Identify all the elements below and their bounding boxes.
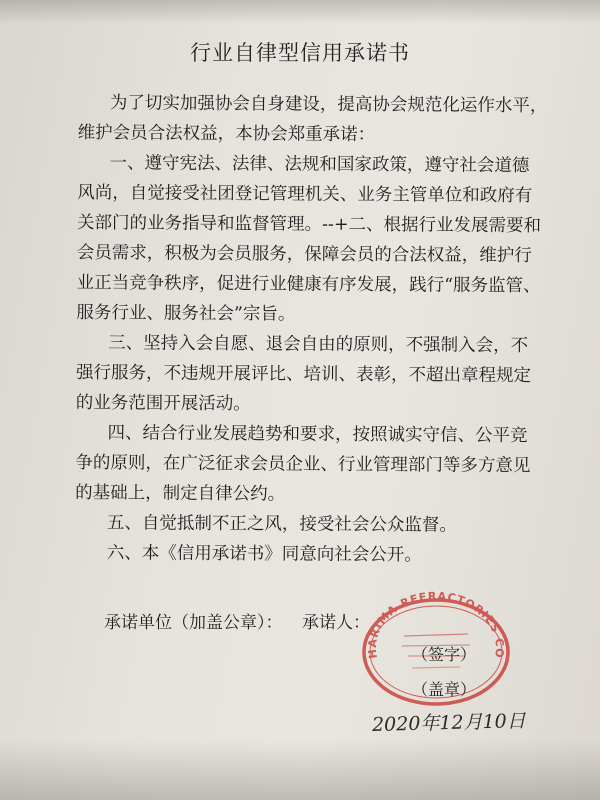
photo-shadow-bottom xyxy=(0,740,600,800)
body-line: 会员需求，积极为会员服务，保障会员的合法权益，维护行 xyxy=(76,242,532,267)
handwritten-date: 2020年12月10日 xyxy=(371,709,527,737)
body-line: 强行服务，不违规开展评比、培训、表彰，不超出章程规定 xyxy=(75,362,532,387)
body-line: 三、坚持入会自愿、退会自由的原则，不强制入会，不 xyxy=(108,333,529,357)
body-line: 五、自觉抵制不正之风，接受社会公众监督。 xyxy=(106,513,458,536)
photo-shadow-top xyxy=(0,0,600,24)
body-line: 风尚，自觉接受社团登记管理机关、业务主管单位和政府有 xyxy=(77,182,533,207)
body-line: 六、本《信用承诺书》同意向社会公开。 xyxy=(106,543,422,566)
body-line: 四、结合行业发展趋势和要求，按照诚实守信、公平竞 xyxy=(107,423,528,447)
signing-unit-label: 承诺单位（加盖公章）： xyxy=(104,613,283,633)
document-title: 行业自律型信用承诺书 xyxy=(190,41,410,65)
body-line: 争的原则，在广泛征求会员企业、行业管理部门等多方意见 xyxy=(75,452,531,477)
body-line: 关部门的业务指导和监督管理。--+二、根据行业发展需要和 xyxy=(76,212,542,237)
body-line: 一、遵守宪法、法律、法规和国家政策，遵守社会道德 xyxy=(109,153,530,177)
document-body xyxy=(75,88,556,571)
body-line: 的业务范围开展活动。 xyxy=(75,392,251,415)
body-line: 维护会员合法权益，本协会郑重承诺： xyxy=(77,122,376,146)
body-line: 业正当竞争秩序，促进行业健康有序发展，践行“服务监管、 xyxy=(76,272,541,297)
body-line: 为了切实加强协会自身建设，提高协会规范化运作水平， xyxy=(109,93,548,117)
body-line: 服务行业、服务社会”宗旨。 xyxy=(76,302,296,325)
seal-text: HARIMA REFRACTORIES CO xyxy=(365,589,507,660)
sign-note: （签字） xyxy=(412,645,477,664)
signing-person-label: 承诺人： xyxy=(302,613,370,633)
body-line: 的基础上，制定自律公约。 xyxy=(75,482,286,505)
seal-note: （盖章） xyxy=(412,680,477,699)
